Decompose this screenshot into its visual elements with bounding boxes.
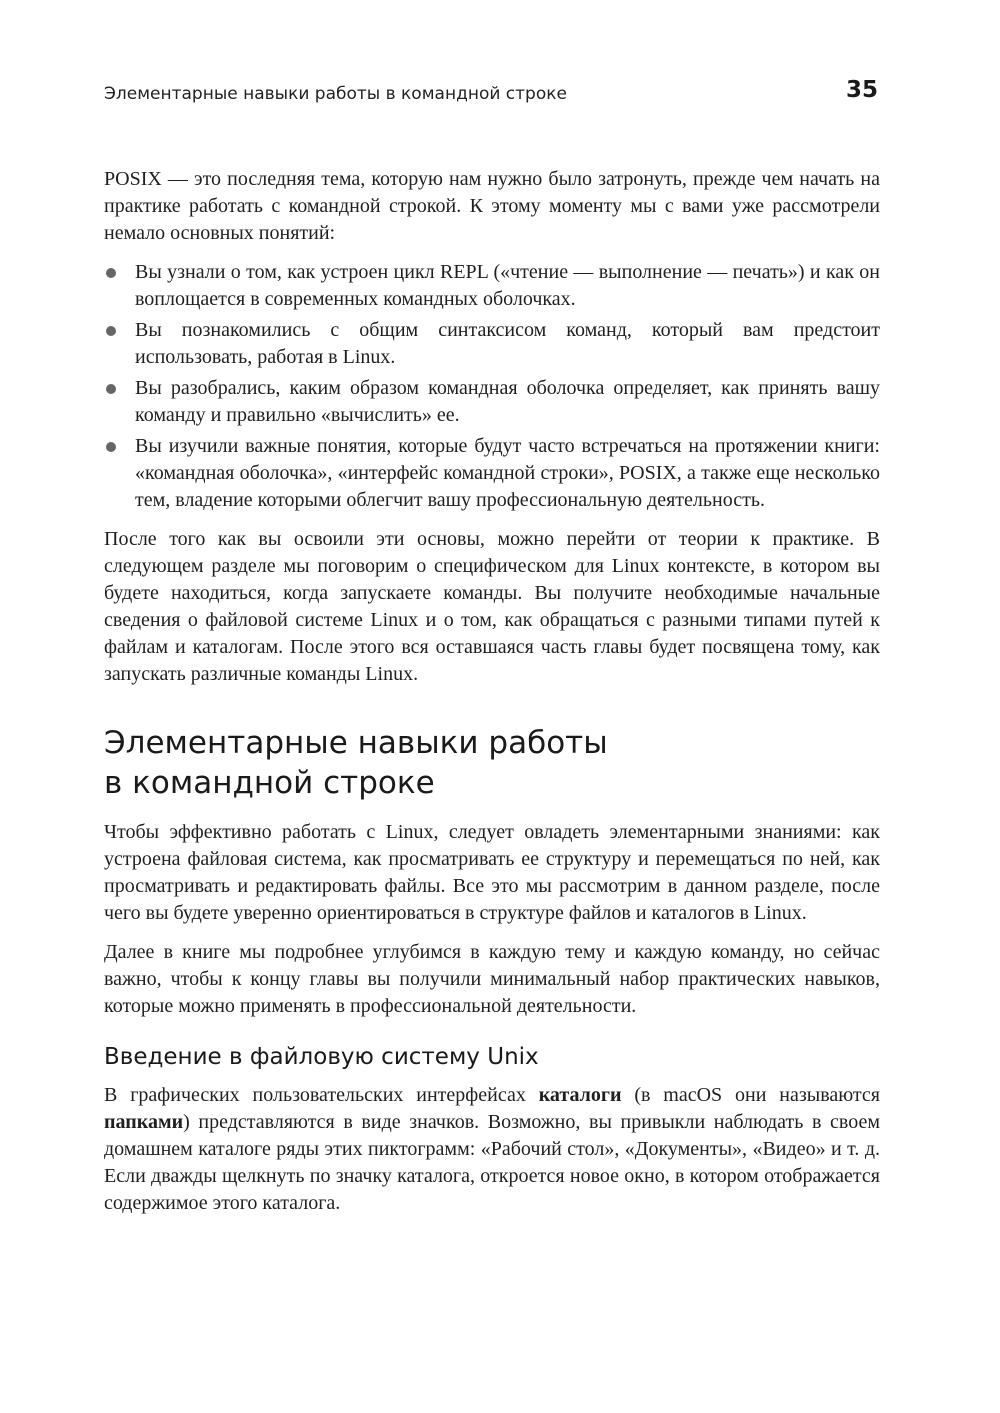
bullet-item xyxy=(104,259,880,313)
section-heading xyxy=(104,723,880,803)
running-head: Элементарные навыки работы в командной строке xyxy=(104,84,567,104)
section-paragraph-2: Далее в книге мы подробнее углубимся в каждую тему и каждую команду, но сейчас важно, чтобы к концу главы вы получили минимальный набор практических навыков, которые можно применять в профессиональной деятельности. xyxy=(104,941,880,1017)
term-folders: папками xyxy=(104,1111,184,1133)
section-heading-line1: Элементарные навыки работы xyxy=(104,725,608,761)
section-paragraph-1: Чтобы эффективно работать с Linux, следует овладеть элементарными знаниями: как устроена файловая система, как просматривать ее структуру и перемещаться по ней, как просматривать и редактировать файлы. Все это мы рассмотрим в данном разделе, после чего вы будете уверенно ориентироваться в структуре файлов и каталогов в Linux. xyxy=(104,821,880,924)
bullet-item xyxy=(104,317,880,371)
bullet-text: Вы изучили важные понятия, которые будут часто встречаться на протяжении книги: «командная оболочка», «интерфейс командной строки», POSIX, а также еще несколько тем, владение которыми облегчит вашу профессиональную деятельность. xyxy=(135,435,880,511)
bullet-icon xyxy=(106,326,116,336)
bullet-text: Вы узнали о том, как устроен цикл REPL («чтение — выполнение — печать») и как он воплощается в современных командных оболочках. xyxy=(135,261,880,310)
subsection-paragraph xyxy=(104,1082,880,1217)
bullet-list xyxy=(104,259,880,514)
bullet-icon xyxy=(106,442,116,452)
closing-paragraph: После того как вы освоили эти основы, можно перейти от теории к практике. В следующем разделе мы поговорим о специфическом для Linux контексте, в котором вы будете находиться, когда запускаете команды. Вы получите необходимые начальные сведения о файловой системе Linux и о том, как обращаться с разными типами путей к файлам и каталогам. После этого вся оставшаяся часть главы будет посвящена тому, как запускать различные команды Linux. xyxy=(104,528,880,685)
bullet-item xyxy=(104,433,880,514)
subsection-text-part1: В графических пользовательских интерфейсах xyxy=(104,1084,539,1106)
subsection-heading: Введение в файловую систему Unix xyxy=(104,1044,539,1070)
bullet-text: Вы познакомились с общим синтаксисом команд, который вам предстоит использовать, работая в Linux. xyxy=(135,319,880,368)
bullet-icon xyxy=(106,384,116,394)
page-body xyxy=(104,166,880,1229)
page-number: 35 xyxy=(845,77,878,103)
bullet-icon xyxy=(106,268,116,278)
intro-paragraph: POSIX — это последняя тема, которую нам нужно было затронуть, прежде чем начать на практике работать с командной строкой. К этому моменту мы с вами уже рассмотрели немало основных понятий: xyxy=(104,168,880,244)
term-catalogs: каталоги xyxy=(538,1084,622,1106)
subsection-text-part2: (в macOS они называются xyxy=(621,1084,880,1106)
subsection-text-part3: ) представляются в виде значков. Возможно, вы привыкли наблюдать в своем домашнем каталоге ряды этих пиктограмм: «Рабочий стол», «Документы», «Видео» и т. д. Если дважды щелкнуть по значку каталога, откроется новое окно, в котором отображается содержимое этого каталога. xyxy=(104,1111,880,1214)
section-heading-line2: в командной строке xyxy=(104,765,435,801)
bullet-item xyxy=(104,375,880,429)
bullet-text: Вы разобрались, каким образом командная оболочка определяет, как принять вашу команду и правильно «вычислить» ее. xyxy=(135,377,880,426)
